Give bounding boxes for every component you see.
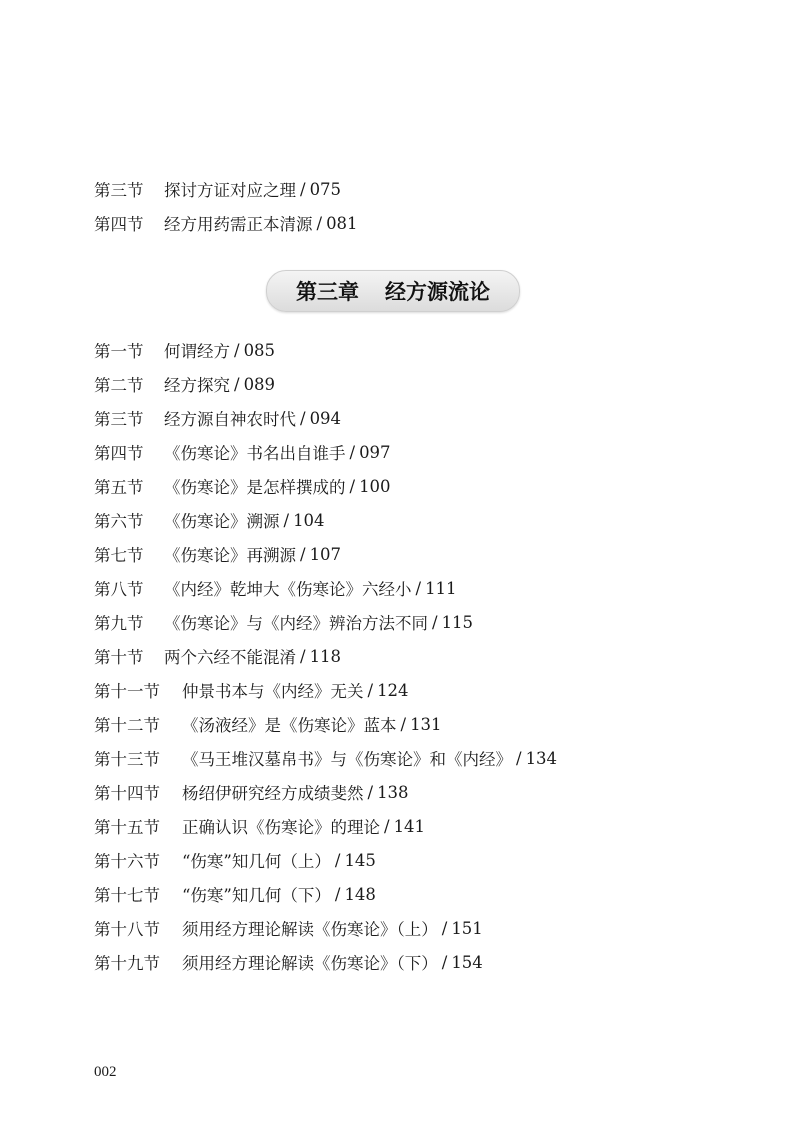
toc-list-previous-chapter [94,172,358,240]
section-title: 两个六经不能混淆 [164,648,296,667]
toc-item[interactable] [94,707,557,741]
section-title: 经方用药需正本清源 [164,215,313,234]
page-separator: / [367,782,374,802]
page-separator: / [300,646,306,666]
section-page: 104 [293,510,325,530]
page-separator: / [300,408,306,428]
section-page: 154 [451,952,483,972]
section-page: 085 [243,340,276,360]
page-separator: / [334,884,341,904]
section-page: 131 [410,714,442,734]
section-number: 第十一节 [94,682,160,701]
page-separator: / [441,918,448,938]
section-page: 100 [359,476,391,496]
page-separator: / [516,748,522,768]
page-separator: / [349,476,356,496]
section-page: 151 [451,918,483,938]
section-page: 115 [441,612,474,632]
toc-item[interactable] [94,605,557,639]
section-number: 第九节 [94,614,144,633]
page-separator: / [300,179,306,199]
page-separator: / [432,612,438,632]
page-separator: / [441,952,448,972]
section-title: 《内经》乾坤大《伤寒论》六经小 [164,580,412,599]
toc-item[interactable] [94,435,557,469]
section-title: 探讨方证对应之理 [164,181,296,200]
section-title: 《汤液经》是《伤寒论》蓝本 [182,716,397,735]
section-title: 《伤寒论》书名出自谁手 [164,444,346,463]
section-title: 《伤寒论》再溯源 [164,546,296,565]
section-page: 089 [243,374,276,394]
toc-item[interactable] [94,172,358,206]
toc-item[interactable] [94,333,557,367]
section-title: 仲景书本与《内经》无关 [182,682,364,701]
section-number: 第一节 [94,342,144,361]
section-page: 097 [359,442,391,462]
toc-item[interactable] [94,503,557,537]
section-page: 107 [309,544,342,564]
page-separator: / [384,816,390,836]
chapter-heading-banner [266,270,520,312]
page-separator: / [316,213,323,233]
page-separator: / [234,374,240,394]
section-title: 《马王堆汉墓帛书》与《伤寒论》和《内经》 [182,750,512,769]
section-page: 111 [425,578,457,598]
section-title: 何谓经方 [164,342,230,361]
section-page: 081 [326,213,358,233]
section-number: 第十九节 [94,954,160,973]
section-title: 《伤寒论》是怎样撰成的 [164,478,346,497]
section-number: 第三节 [94,410,144,429]
section-number: 第十三节 [94,750,160,769]
section-number: 第二节 [94,376,144,395]
section-page: 134 [525,748,558,768]
section-page: 094 [309,408,342,428]
page-separator: / [283,510,290,530]
section-number: 第八节 [94,580,144,599]
section-title: 正确认识《伤寒论》的理论 [182,818,380,837]
section-page: 145 [344,850,376,870]
section-title: 经方探究 [164,376,230,395]
section-page: 118 [309,646,342,666]
toc-item[interactable] [94,639,557,673]
toc-item[interactable] [94,206,358,240]
section-number: 第三节 [94,181,144,200]
toc-item[interactable] [94,877,557,911]
toc-item[interactable] [94,537,557,571]
section-number: 第十六节 [94,852,160,871]
section-title: 经方源自神农时代 [164,410,296,429]
toc-list-chapter-three [94,333,557,979]
section-title: “伤寒”知几何（上） [182,852,331,871]
section-page: 075 [309,179,342,199]
toc-item[interactable] [94,945,557,979]
chapter-number: 第三章 [296,280,359,304]
toc-item[interactable] [94,571,557,605]
section-page: 148 [344,884,376,904]
toc-item[interactable] [94,367,557,401]
page-separator: / [415,578,422,598]
section-number: 第四节 [94,215,144,234]
section-title: 须用经方理论解读《伤寒论》（下） [182,954,438,973]
toc-item[interactable] [94,911,557,945]
section-number: 第十二节 [94,716,160,735]
chapter-title: 经方源流论 [385,280,490,304]
section-number: 第五节 [94,478,144,497]
section-title: 杨绍伊研究经方成绩斐然 [182,784,364,803]
toc-item[interactable] [94,741,557,775]
page-separator: / [300,544,306,564]
section-number: 第十七节 [94,886,160,905]
section-title: 《伤寒论》与《内经》辨治方法不同 [164,614,428,633]
page-separator: / [334,850,341,870]
section-number: 第六节 [94,512,144,531]
section-number: 第七节 [94,546,144,565]
section-page: 141 [393,816,426,836]
section-title: “伤寒”知几何（下） [182,886,331,905]
toc-item[interactable] [94,673,557,707]
page-separator: / [349,442,356,462]
toc-item[interactable] [94,401,557,435]
page-separator: / [400,714,407,734]
toc-item[interactable] [94,775,557,809]
section-title: 须用经方理论解读《伤寒论》（上） [182,920,438,939]
section-title: 《伤寒论》溯源 [164,512,280,531]
section-page: 138 [377,782,409,802]
section-number: 第十节 [94,648,144,667]
page-separator: / [234,340,240,360]
section-number: 第十五节 [94,818,160,837]
page-number: 002 [94,1064,117,1080]
section-number: 第十四节 [94,784,160,803]
toc-item[interactable] [94,809,557,843]
page-separator: / [367,680,374,700]
toc-item[interactable] [94,843,557,877]
section-number: 第四节 [94,444,144,463]
section-page: 124 [377,680,409,700]
section-number: 第十八节 [94,920,160,939]
toc-item[interactable] [94,469,557,503]
